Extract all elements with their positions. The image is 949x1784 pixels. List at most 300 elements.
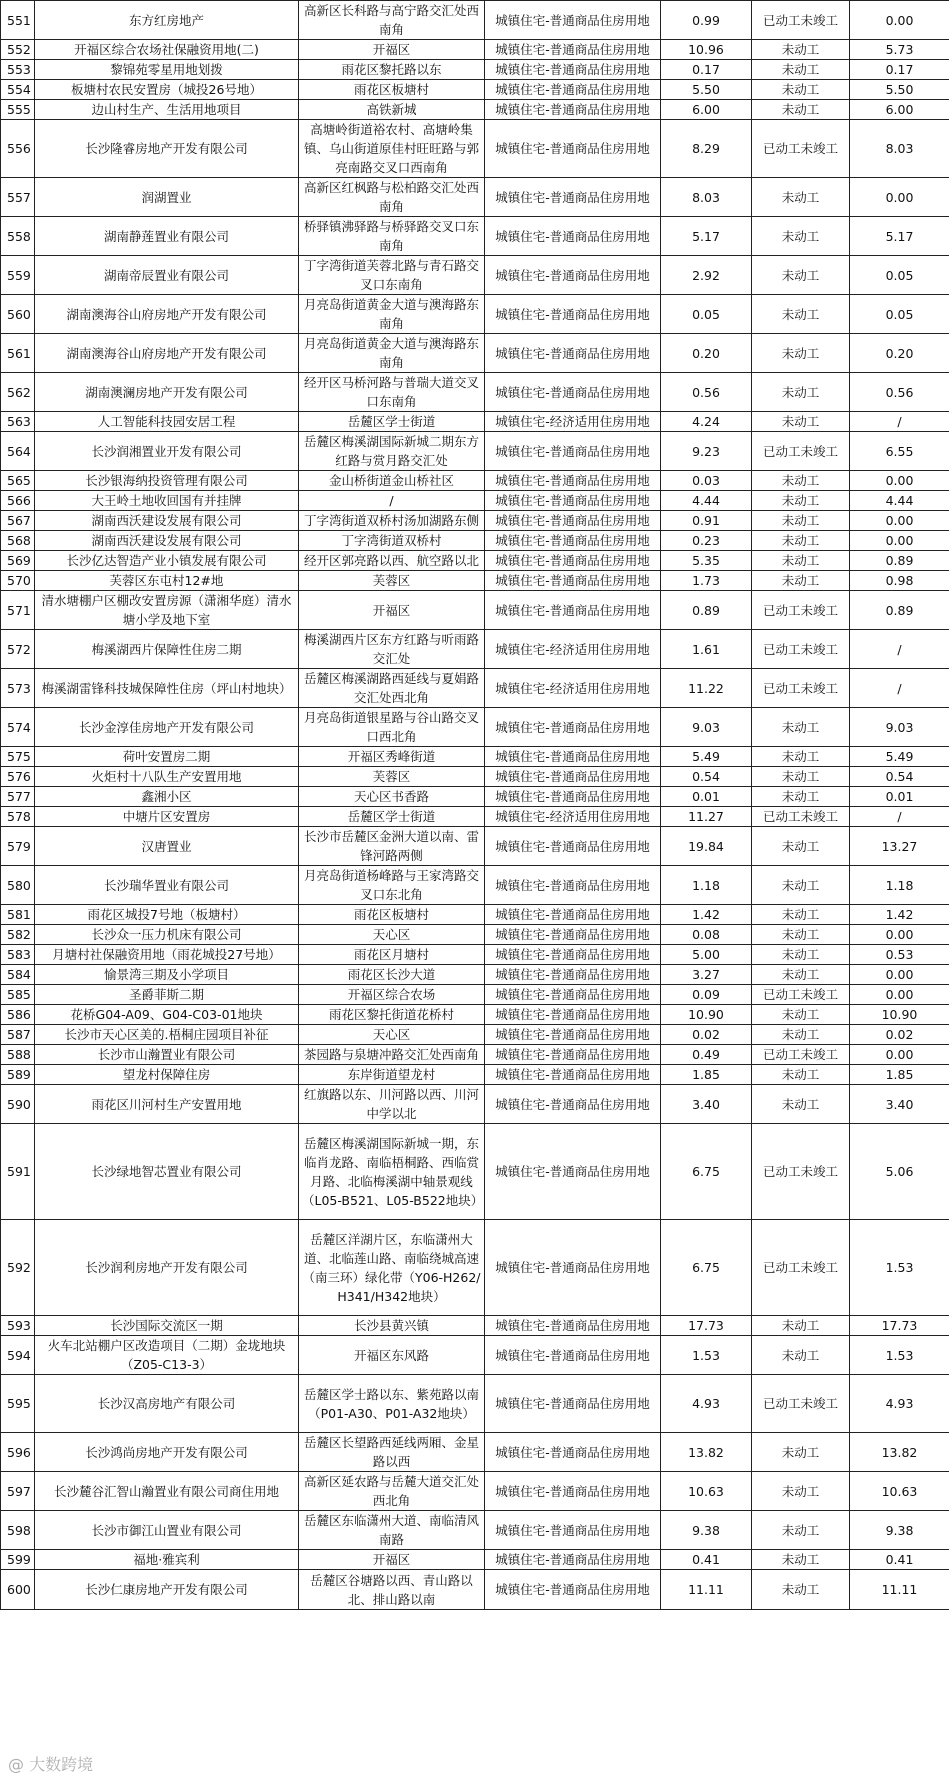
cell-location: 天心区 [299,925,485,945]
cell-location: 高塘岭街道裕农村、高塘岭集镇、乌山街道原佳村旺旺路与郭亮南路交叉口西南角 [299,120,485,178]
cell-area: 0.49 [661,1045,752,1065]
table-row [1,1511,949,1550]
table-row [1,432,949,471]
cell-status: 未动工 [752,1005,850,1025]
cell-project-name: 花桥G04-A09、G04-C03-01地块 [35,1005,299,1025]
cell-number: 565 [1,471,35,491]
cell-number: 569 [1,551,35,571]
cell-status: 未动工 [752,40,850,60]
cell-remaining: / [850,412,949,432]
cell-remaining: 13.82 [850,1433,949,1472]
table-row [1,1550,949,1570]
cell-land-use: 城镇住宅-普通商品住房用地 [485,1433,661,1472]
cell-number: 587 [1,1025,35,1045]
cell-number: 572 [1,630,35,669]
cell-land-use: 城镇住宅-普通商品住房用地 [485,1124,661,1220]
cell-location: 红旗路以东、川河路以西、川河中学以北 [299,1085,485,1124]
cell-project-name: 火车北站棚户区改造项目（二期）金垅地块（Z05-C13-3） [35,1336,299,1375]
cell-location: 岳麓区东临潇州大道、南临清风南路 [299,1511,485,1550]
cell-location: 雨花区黎托路以东 [299,60,485,80]
cell-area: 0.91 [661,511,752,531]
cell-area: 0.03 [661,471,752,491]
cell-location: 芙蓉区 [299,767,485,787]
cell-remaining: / [850,630,949,669]
cell-number: 558 [1,217,35,256]
cell-remaining: 13.27 [850,827,949,866]
cell-number: 555 [1,100,35,120]
cell-location: 岳麓区学士街道 [299,807,485,827]
cell-remaining: 0.00 [850,965,949,985]
cell-project-name: 圣爵菲斯二期 [35,985,299,1005]
cell-land-use: 城镇住宅-普通商品住房用地 [485,1220,661,1316]
cell-status: 未动工 [752,1025,850,1045]
cell-location: 开福区东风路 [299,1336,485,1375]
cell-number: 575 [1,747,35,767]
cell-remaining: 0.00 [850,985,949,1005]
table-row [1,531,949,551]
cell-status: 未动工 [752,60,850,80]
cell-area: 0.41 [661,1550,752,1570]
cell-status: 未动工 [752,1472,850,1511]
cell-area: 1.73 [661,571,752,591]
cell-project-name: 雨花区城投7号地（板塘村） [35,905,299,925]
cell-number: 583 [1,945,35,965]
cell-number: 562 [1,373,35,412]
cell-area: 3.40 [661,1085,752,1124]
cell-remaining: 5.17 [850,217,949,256]
cell-land-use: 城镇住宅-普通商品住房用地 [485,1045,661,1065]
cell-number: 573 [1,669,35,708]
cell-remaining: 0.00 [850,925,949,945]
cell-remaining: 0.00 [850,1,949,40]
cell-area: 1.42 [661,905,752,925]
cell-location: 丁字湾街道芙蓉北路与青石路交叉口东南角 [299,256,485,295]
cell-land-use: 城镇住宅-普通商品住房用地 [485,100,661,120]
table-row [1,767,949,787]
cell-project-name: 鑫湘小区 [35,787,299,807]
cell-land-use: 城镇住宅-经济适用住房用地 [485,412,661,432]
table-row [1,373,949,412]
cell-location: 开福区 [299,40,485,60]
cell-land-use: 城镇住宅-普通商品住房用地 [485,905,661,925]
cell-location: 桥驿镇沸驿路与桥驿路交叉口东南角 [299,217,485,256]
cell-remaining: 0.01 [850,787,949,807]
cell-status: 未动工 [752,827,850,866]
cell-number: 594 [1,1336,35,1375]
table-row [1,708,949,747]
cell-remaining: 0.56 [850,373,949,412]
table-row [1,412,949,432]
cell-number: 571 [1,591,35,630]
cell-area: 10.63 [661,1472,752,1511]
cell-area: 6.00 [661,100,752,120]
cell-location: 东岸街道望龙村 [299,1065,485,1085]
cell-project-name: 福地·雅宾利 [35,1550,299,1570]
cell-number: 584 [1,965,35,985]
cell-area: 6.75 [661,1124,752,1220]
table-row [1,40,949,60]
cell-remaining: 0.41 [850,1550,949,1570]
cell-remaining: 1.18 [850,866,949,905]
cell-remaining: 1.42 [850,905,949,925]
table-row [1,217,949,256]
cell-status: 已动工未竣工 [752,1375,850,1433]
table-row [1,1025,949,1045]
cell-project-name: 湖南帝辰置业有限公司 [35,256,299,295]
cell-land-use: 城镇住宅-普通商品住房用地 [485,571,661,591]
cell-number: 589 [1,1065,35,1085]
cell-project-name: 长沙润利房地产开发有限公司 [35,1220,299,1316]
cell-land-use: 城镇住宅-普通商品住房用地 [485,334,661,373]
cell-land-use: 城镇住宅-普通商品住房用地 [485,1,661,40]
cell-status: 未动工 [752,491,850,511]
cell-remaining: 4.44 [850,491,949,511]
cell-project-name: 湖南澳海谷山府房地产开发有限公司 [35,295,299,334]
cell-status: 未动工 [752,178,850,217]
cell-area: 2.92 [661,256,752,295]
cell-number: 593 [1,1316,35,1336]
cell-land-use: 城镇住宅-普通商品住房用地 [485,708,661,747]
cell-remaining: 10.63 [850,1472,949,1511]
cell-location: / [299,491,485,511]
cell-status: 未动工 [752,1316,850,1336]
cell-project-name: 东方红房地产 [35,1,299,40]
cell-location: 高铁新城 [299,100,485,120]
cell-remaining: 4.93 [850,1375,949,1433]
cell-number: 574 [1,708,35,747]
cell-status: 未动工 [752,551,850,571]
table-row [1,905,949,925]
cell-location: 长沙县黄兴镇 [299,1316,485,1336]
cell-remaining: 1.53 [850,1336,949,1375]
cell-project-name: 边山村生产、生活用地项目 [35,100,299,120]
cell-remaining: 0.17 [850,60,949,80]
cell-location: 岳麓区谷塘路以西、青山路以北、排山路以南 [299,1570,485,1610]
cell-land-use: 城镇住宅-普通商品住房用地 [485,295,661,334]
cell-status: 未动工 [752,531,850,551]
table-row [1,630,949,669]
watermark-logo: @ 大数跨境 [8,1755,94,1774]
cell-project-name: 梅溪湖西片保障性住房二期 [35,630,299,669]
cell-number: 585 [1,985,35,1005]
cell-status: 未动工 [752,412,850,432]
cell-location: 雨花区长沙大道 [299,965,485,985]
cell-status: 未动工 [752,571,850,591]
cell-location: 芙蓉区 [299,571,485,591]
cell-number: 576 [1,767,35,787]
cell-remaining: 0.54 [850,767,949,787]
cell-project-name: 汉唐置业 [35,827,299,866]
cell-status: 未动工 [752,295,850,334]
cell-location: 天心区 [299,1025,485,1045]
cell-location: 高新区长科路与高宁路交汇处西南角 [299,1,485,40]
table-row [1,471,949,491]
cell-status: 已动工未竣工 [752,1,850,40]
cell-project-name: 润湖置业 [35,178,299,217]
cell-area: 5.49 [661,747,752,767]
cell-status: 未动工 [752,1433,850,1472]
cell-land-use: 城镇住宅-普通商品住房用地 [485,965,661,985]
table-row [1,591,949,630]
cell-project-name: 长沙市天心区美的.梧桐庄园项目补征 [35,1025,299,1045]
cell-location: 高新区延农路与岳麓大道交汇处西北角 [299,1472,485,1511]
cell-area: 9.03 [661,708,752,747]
cell-project-name: 愉景湾三期及小学项目 [35,965,299,985]
cell-project-name: 长沙仁康房地产开发有限公司 [35,1570,299,1610]
cell-remaining: 0.02 [850,1025,949,1045]
cell-land-use: 城镇住宅-普通商品住房用地 [485,1316,661,1336]
cell-remaining: 6.55 [850,432,949,471]
cell-project-name: 湖南澳海谷山府房地产开发有限公司 [35,334,299,373]
cell-number: 553 [1,60,35,80]
cell-land-use: 城镇住宅-普通商品住房用地 [485,178,661,217]
cell-number: 582 [1,925,35,945]
cell-number: 599 [1,1550,35,1570]
cell-remaining: 0.53 [850,945,949,965]
table-row [1,295,949,334]
cell-status: 未动工 [752,217,850,256]
cell-project-name: 湖南澳澜房地产开发有限公司 [35,373,299,412]
table-row [1,80,949,100]
cell-remaining: 0.05 [850,256,949,295]
cell-area: 0.54 [661,767,752,787]
cell-area: 6.75 [661,1220,752,1316]
cell-area: 10.96 [661,40,752,60]
cell-project-name: 湖南西沃建设发展有限公司 [35,511,299,531]
cell-land-use: 城镇住宅-普通商品住房用地 [485,1065,661,1085]
cell-area: 5.17 [661,217,752,256]
cell-area: 0.20 [661,334,752,373]
cell-status: 未动工 [752,1550,850,1570]
table-row [1,1316,949,1336]
cell-location: 天心区书香路 [299,787,485,807]
table-row [1,807,949,827]
cell-area: 0.89 [661,591,752,630]
cell-project-name: 芙蓉区东屯村12#地 [35,571,299,591]
cell-remaining: 9.03 [850,708,949,747]
cell-location: 岳麓区长望路西延线两厢、金星路以西 [299,1433,485,1472]
cell-number: 597 [1,1472,35,1511]
cell-location: 雨花区黎托街道花桥村 [299,1005,485,1025]
cell-remaining: 0.00 [850,531,949,551]
table-row [1,1085,949,1124]
cell-land-use: 城镇住宅-普通商品住房用地 [485,217,661,256]
cell-remaining: 0.00 [850,511,949,531]
cell-area: 17.73 [661,1316,752,1336]
table-row [1,965,949,985]
cell-status: 未动工 [752,1065,850,1085]
table-row [1,985,949,1005]
cell-number: 564 [1,432,35,471]
cell-status: 已动工未竣工 [752,432,850,471]
cell-land-use: 城镇住宅-普通商品住房用地 [485,531,661,551]
cell-project-name: 月塘村社保融资用地（雨花城投27号地） [35,945,299,965]
cell-project-name: 中塘片区安置房 [35,807,299,827]
cell-status: 未动工 [752,708,850,747]
cell-status: 未动工 [752,1085,850,1124]
table-row [1,334,949,373]
cell-location: 金山桥街道金山桥社区 [299,471,485,491]
cell-location: 岳麓区学士路以东、紫苑路以南（P01-A30、P01-A32地块） [299,1375,485,1433]
cell-project-name: 长沙鸿尚房地产开发有限公司 [35,1433,299,1472]
cell-land-use: 城镇住宅-普通商品住房用地 [485,1570,661,1610]
cell-location: 开福区综合农场 [299,985,485,1005]
table-row [1,491,949,511]
cell-project-name: 长沙银海纳投资管理有限公司 [35,471,299,491]
cell-number: 592 [1,1220,35,1316]
cell-land-use: 城镇住宅-普通商品住房用地 [485,491,661,511]
cell-remaining: 11.11 [850,1570,949,1610]
cell-number: 566 [1,491,35,511]
cell-number: 552 [1,40,35,60]
cell-area: 0.99 [661,1,752,40]
cell-remaining: 1.85 [850,1065,949,1085]
cell-number: 580 [1,866,35,905]
cell-status: 已动工未竣工 [752,1220,850,1316]
cell-project-name: 梅溪湖雷锋科技城保障性住房（坪山村地块） [35,669,299,708]
cell-area: 13.82 [661,1433,752,1472]
cell-area: 1.53 [661,1336,752,1375]
table-row [1,866,949,905]
cell-number: 577 [1,787,35,807]
cell-status: 未动工 [752,787,850,807]
cell-location: 岳麓区洋湖片区，东临潇州大道、北临莲山路、南临绕城高速（南三环）绿化带（Y06-H262/H341/H342地块） [299,1220,485,1316]
table-row [1,669,949,708]
cell-area: 5.50 [661,80,752,100]
cell-status: 未动工 [752,965,850,985]
cell-land-use: 城镇住宅-普通商品住房用地 [485,471,661,491]
cell-project-name: 长沙隆睿房地产开发有限公司 [35,120,299,178]
cell-status: 已动工未竣工 [752,807,850,827]
cell-area: 0.05 [661,295,752,334]
cell-remaining: 3.40 [850,1085,949,1124]
cell-number: 600 [1,1570,35,1610]
cell-land-use: 城镇住宅-经济适用住房用地 [485,669,661,708]
cell-remaining: 5.73 [850,40,949,60]
cell-status: 未动工 [752,80,850,100]
cell-remaining: / [850,669,949,708]
cell-location: 梅溪湖西片区东方红路与听雨路交汇处 [299,630,485,669]
table-row [1,1336,949,1375]
table-row [1,1375,949,1433]
cell-status: 已动工未竣工 [752,1124,850,1220]
cell-land-use: 城镇住宅-经济适用住房用地 [485,807,661,827]
cell-project-name: 长沙亿达智造产业小镇发展有限公司 [35,551,299,571]
cell-number: 578 [1,807,35,827]
cell-remaining: 10.90 [850,1005,949,1025]
cell-project-name: 大王岭土地收回国有并挂牌 [35,491,299,511]
cell-number: 570 [1,571,35,591]
cell-project-name: 湖南西沃建设发展有限公司 [35,531,299,551]
table-row [1,120,949,178]
cell-project-name: 长沙麓谷汇智山瀚置业有限公司商住用地 [35,1472,299,1511]
cell-area: 0.08 [661,925,752,945]
cell-land-use: 城镇住宅-经济适用住房用地 [485,630,661,669]
cell-area: 1.85 [661,1065,752,1085]
cell-number: 598 [1,1511,35,1550]
cell-area: 0.56 [661,373,752,412]
cell-location: 开福区 [299,591,485,630]
cell-location: 开福区秀峰街道 [299,747,485,767]
cell-land-use: 城镇住宅-普通商品住房用地 [485,1511,661,1550]
cell-project-name: 长沙润湘置业开发有限公司 [35,432,299,471]
cell-remaining: 17.73 [850,1316,949,1336]
cell-project-name: 火炬村十八队生产安置用地 [35,767,299,787]
cell-land-use: 城镇住宅-普通商品住房用地 [485,1336,661,1375]
cell-location: 月亮岛街道杨峰路与王家湾路交叉口东北角 [299,866,485,905]
table-row [1,178,949,217]
table-row [1,925,949,945]
cell-number: 568 [1,531,35,551]
cell-land-use: 城镇住宅-普通商品住房用地 [485,767,661,787]
cell-number: 551 [1,1,35,40]
cell-land-use: 城镇住宅-普通商品住房用地 [485,60,661,80]
table-row [1,747,949,767]
cell-project-name: 开福区综合农场社保融资用地(二) [35,40,299,60]
cell-land-use: 城镇住宅-普通商品住房用地 [485,985,661,1005]
cell-status: 已动工未竣工 [752,120,850,178]
cell-status: 未动工 [752,747,850,767]
cell-land-use: 城镇住宅-普通商品住房用地 [485,80,661,100]
table-row [1,1570,949,1610]
cell-status: 已动工未竣工 [752,630,850,669]
cell-remaining: 0.98 [850,571,949,591]
cell-number: 556 [1,120,35,178]
cell-project-name: 黎锦苑零星用地划拨 [35,60,299,80]
cell-project-name: 清水塘棚户区棚改安置房源（潇湘华庭）清水塘小学及地下室 [35,591,299,630]
cell-area: 9.23 [661,432,752,471]
cell-area: 11.11 [661,1570,752,1610]
cell-location: 丁字湾街道双桥村汤加湖路东侧 [299,511,485,531]
cell-area: 5.35 [661,551,752,571]
cell-area: 9.38 [661,1511,752,1550]
cell-project-name: 望龙村保障住房 [35,1065,299,1085]
cell-remaining: 1.53 [850,1220,949,1316]
cell-area: 11.27 [661,807,752,827]
cell-location: 岳麓区梅溪湖路西延线与夏娟路交汇处西北角 [299,669,485,708]
cell-land-use: 城镇住宅-普通商品住房用地 [485,945,661,965]
cell-area: 3.27 [661,965,752,985]
cell-land-use: 城镇住宅-普通商品住房用地 [485,1472,661,1511]
cell-land-use: 城镇住宅-普通商品住房用地 [485,373,661,412]
cell-area: 0.02 [661,1025,752,1045]
cell-remaining: 8.03 [850,120,949,178]
cell-status: 已动工未竣工 [752,591,850,630]
cell-project-name: 湖南静莲置业有限公司 [35,217,299,256]
cell-location: 丁字湾街道双桥村 [299,531,485,551]
table-row [1,1,949,40]
cell-remaining: 0.00 [850,471,949,491]
cell-location: 开福区 [299,1550,485,1570]
cell-status: 未动工 [752,1511,850,1550]
cell-remaining: 0.00 [850,178,949,217]
cell-area: 0.01 [661,787,752,807]
cell-land-use: 城镇住宅-普通商品住房用地 [485,256,661,295]
cell-remaining: 9.38 [850,1511,949,1550]
cell-area: 1.61 [661,630,752,669]
cell-area: 0.23 [661,531,752,551]
table-body [1,1,949,1610]
cell-status: 未动工 [752,905,850,925]
cell-remaining: 5.06 [850,1124,949,1220]
cell-land-use: 城镇住宅-普通商品住房用地 [485,1005,661,1025]
cell-land-use: 城镇住宅-普通商品住房用地 [485,120,661,178]
cell-area: 10.90 [661,1005,752,1025]
cell-land-use: 城镇住宅-普通商品住房用地 [485,1375,661,1433]
cell-status: 已动工未竣工 [752,669,850,708]
cell-project-name: 人工智能科技园安居工程 [35,412,299,432]
cell-location: 月亮岛街道银星路与谷山路交叉口西北角 [299,708,485,747]
